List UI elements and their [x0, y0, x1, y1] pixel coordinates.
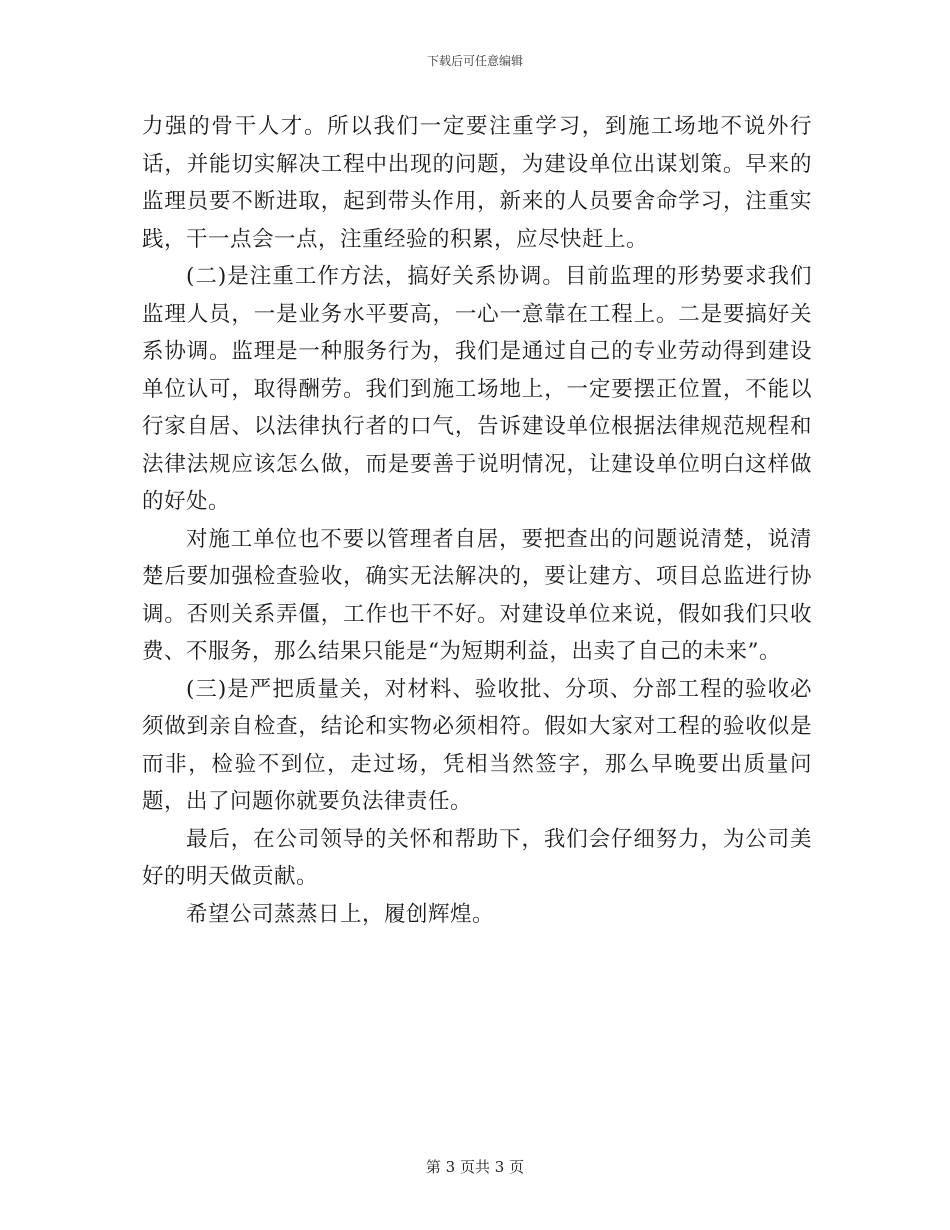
body-paragraph-quality-control: (三)是严把质量关，对材料、验收批、分项、分部工程的验收必须做到亲自检查，结论和实物必须相符。假如大家对工程的验收似是而非，检验不到位，走过场，凭相当然签字，那么早晚要出质量问题，出了问题你就要负法律责任。 [142, 676, 812, 814]
body-paragraph-construction-unit: 对施工单位也不要以管理者自居，要把查出的问题说清楚，说清楚后要加强检查验收，确实无法解决的，要让建方、项目总监进行协调。否则关系弄僵，工作也干不好。对建设单位来说，假如我们只收费、不服务，那么结果只能是“为短期利益，出卖了自己的未来”。 [142, 526, 812, 664]
body-paragraph-wish: 希望公司蒸蒸日上，履创辉煌。 [186, 901, 495, 927]
page-number-footer: 第 3 页共 3 页 [425, 1158, 525, 1176]
body-paragraph-continued: 力强的骨干人才。所以我们一定要注重学习，到施工场地不说外行话，并能切实解决工程中出现的问题，为建设单位出谋划策。早来的监理员要不断进取，起到带头作用，新来的人员要舍命学习，注重实践，干一点会一点，注重经验的积累，应尽快赶上。 [142, 114, 812, 252]
document-body [142, 108, 812, 933]
body-paragraph-work-method: (二)是注重工作方法，搞好关系协调。目前监理的形势要求我们监理人员，一是业务水平要高，一心一意靠在工程上。二是要搞好关系协调。监理是一种服务行为，我们是通过自己的专业劳动得到建设单位认可，取得酬劳。我们到施工场地上，一定要摆正位置，不能以行家自居、以法律执行者的口气，告诉建设单位根据法律规范规程和法律法规应该怎么做，而是要善于说明情况，让建设单位明白这样做的好处。 [142, 264, 812, 514]
page-header: 下载后可任意编辑 [426, 54, 523, 68]
body-paragraph-closing: 最后，在公司领导的关怀和帮助下，我们会仔细努力，为公司美好的明天做贡献。 [142, 826, 812, 889]
